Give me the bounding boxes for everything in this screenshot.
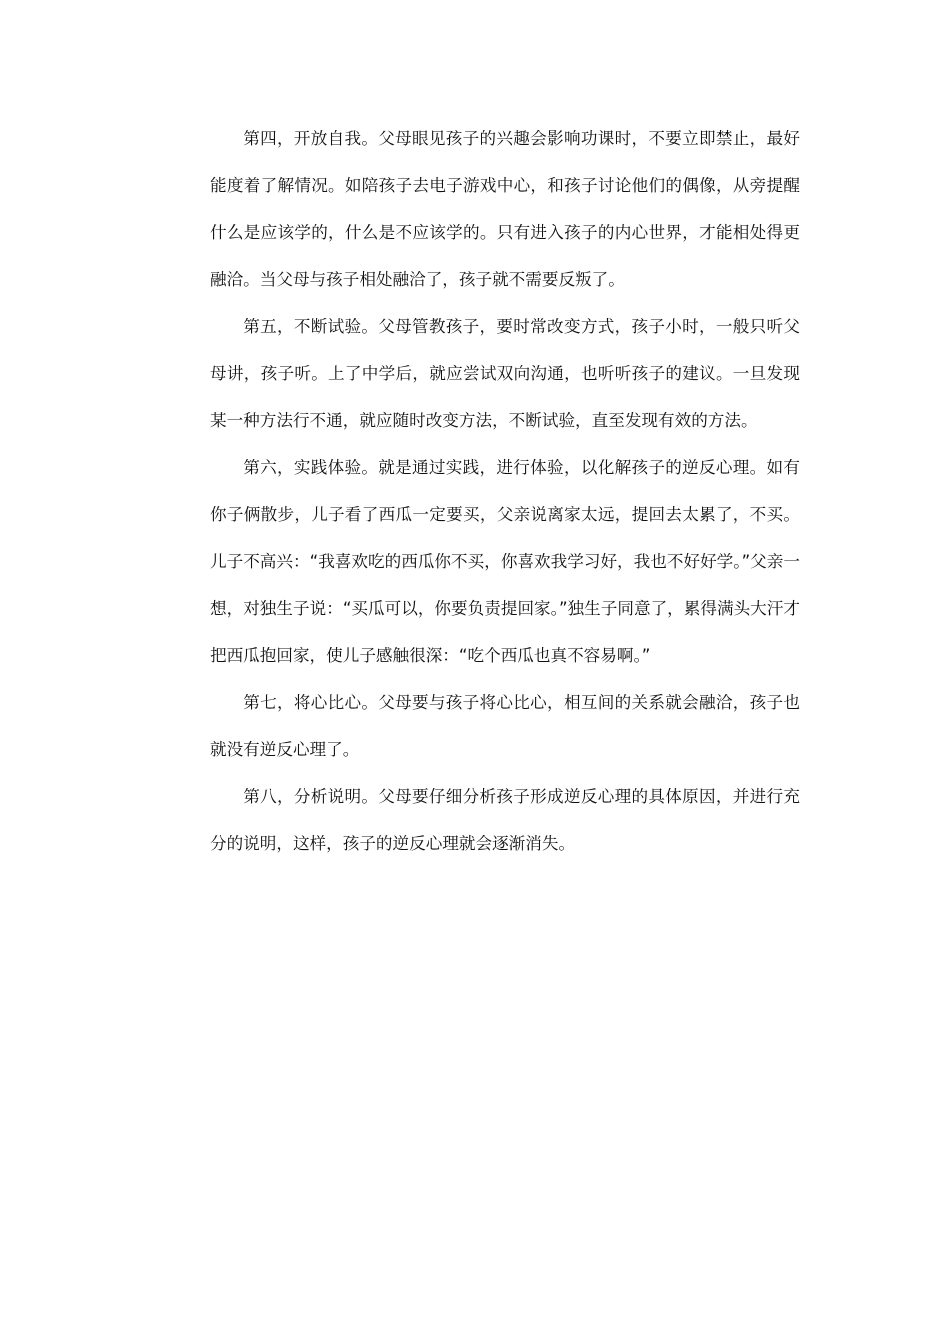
document-body [210,115,800,867]
paragraph-point-8: 第八，分析说明。父母要仔细分析孩子形成逆反心理的具体原因，并进行充分的说明，这样，孩子的逆反心理就会逐渐消失。 [210,787,800,853]
paragraph-point-4: 第四，开放自我。父母眼见孩子的兴趣会影响功课时，不要立即禁止，最好能度着了解情况。如陪孩子去电子游戏中心，和孩子讨论他们的偶像，从旁提醒什么是应该学的，什么是不应该学的。只有进入孩子的内心世界，才能相处得更融洽。当父母与孩子相处融洽了，孩子就不需要反叛了。 [210,129,800,289]
paragraph-point-7: 第七，将心比心。父母要与孩子将心比心，相互间的关系就会融洽，孩子也就没有逆反心理了。 [210,693,800,759]
paragraph-point-5: 第五，不断试验。父母管教孩子，要时常改变方式，孩子小时，一般只听父母讲，孩子听。上了中学后，就应尝试双向沟通，也听听孩子的建议。一旦发现某一种方法行不通，就应随时改变方法，不断试验，直至发现有效的方法。 [210,317,800,430]
paragraph-point-6: 第六，实践体验。就是通过实践，进行体验，以化解孩子的逆反心理。如有你子俩散步，儿子看了西瓜一定要买，父亲说离家太远，提回去太累了，不买。儿子不高兴：“我喜欢吃的西瓜你不买，你喜欢我学习好，我也不好好学。”父亲一想，对独生子说：“买瓜可以，你要负责提回家。”独生子同意了，累得满头大汗才把西瓜抱回家，使儿子感触很深：“吃个西瓜也真不容易啊。” [210,458,800,665]
